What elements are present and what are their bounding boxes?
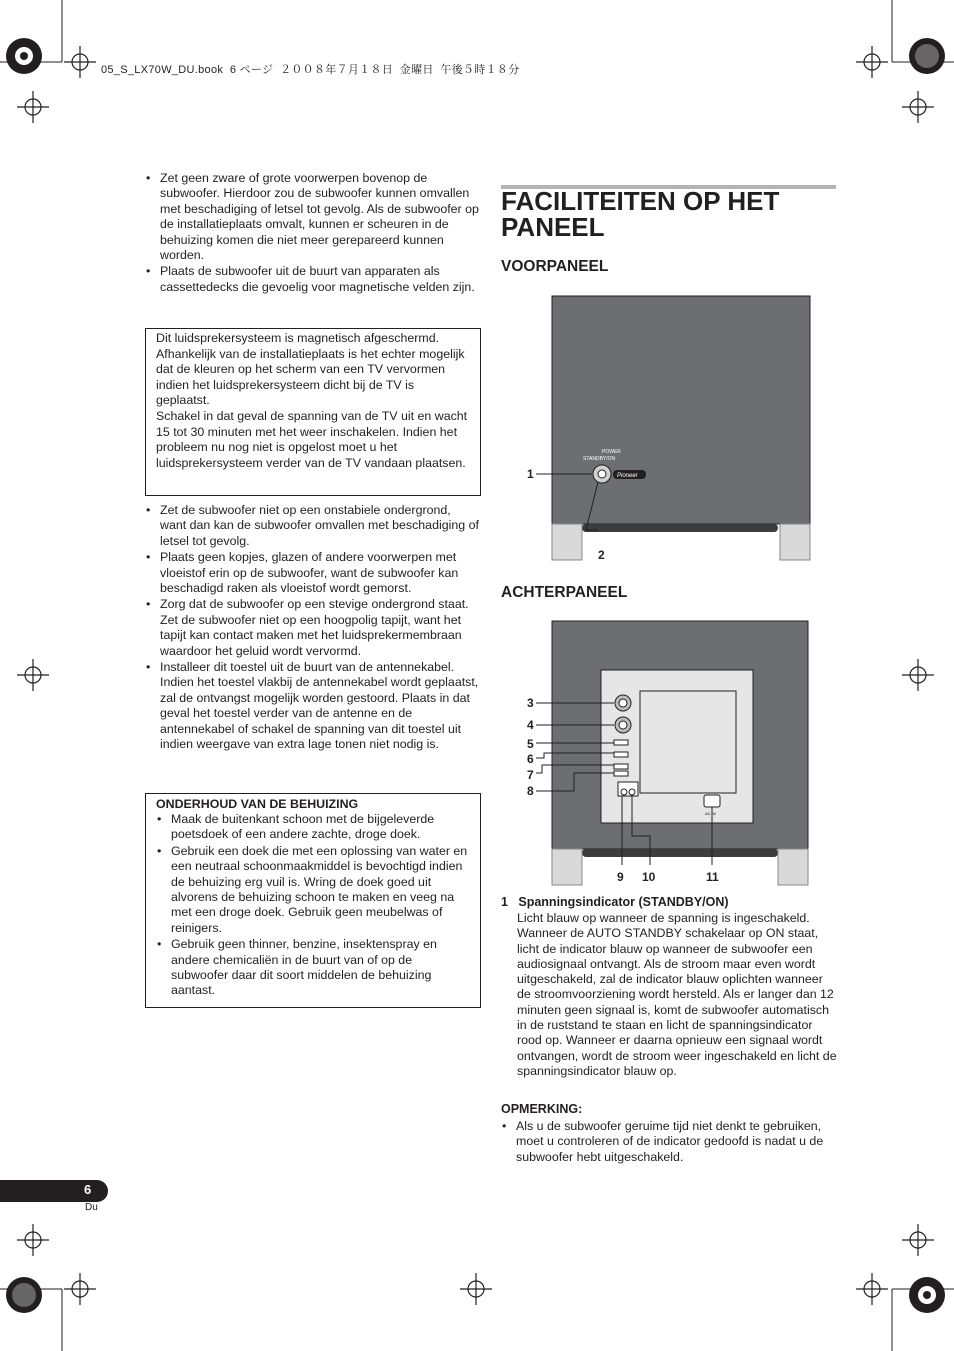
callout-4: 4 bbox=[527, 718, 534, 732]
crosshair-right-upper bbox=[902, 91, 934, 123]
list-item: • Installeer dit toestel uit de buurt van de antennekabel. Indien het toestel vlakbij de antennekabel wordt geplaatst, zal de ontvangst mogelijk worden gestoord. Plaats in dat geval het toestel verder van de antenne en de antennekabel of schakel de spanning van dit toestel uit indien weergave van extra lage tonen niet nodig is. bbox=[145, 660, 480, 752]
register-target-tl bbox=[6, 38, 42, 74]
subwoofer-body bbox=[552, 296, 810, 524]
switch-5 bbox=[614, 740, 628, 745]
callout-2: 2 bbox=[598, 548, 605, 562]
callout-7: 7 bbox=[527, 768, 534, 782]
crosshair-top-left bbox=[64, 46, 96, 78]
page-number: 6 bbox=[84, 1182, 92, 1197]
note-heading: OPMERKING: bbox=[501, 1102, 583, 1116]
item-1-body: Licht blauw op wanneer de spanning is ingeschakeld. Wanneer de AUTO STANDBY schakelaar op ON staat, licht de indicator blauw op wanneer de subwoofer een audiosignaal ontvangt. Als de stroom maar even wordt uitgeschakeld, zal de indicator blauw oplichten wanneer de stroomvoorziening wordt hersteld. Als er langer dan 12 minuten geen signaal is, komt de subwoofer automatisch in de ruststand te staan en licht de spanningsindicator rood op. Wanneer er daarna opnieuw een signaal wordt ontvangen, wordt de stroom weer ingeschakeld en licht de spanningsindicator blauw op. bbox=[517, 911, 837, 1078]
magnet-notice-box bbox=[145, 328, 481, 496]
callout-3: 3 bbox=[527, 696, 534, 710]
list-item: • Plaats geen kopjes, glazen of andere voorwerpen met vloeistof erin op de subwoofer, want de subwoofer kan beschadigd raken als vloeistof wordt gemorst. bbox=[145, 550, 480, 596]
callout-10: 10 bbox=[642, 870, 656, 884]
care-box bbox=[145, 793, 481, 1008]
page-number-tab bbox=[0, 1180, 108, 1202]
crosshair-bottom-left bbox=[64, 1273, 96, 1305]
front-panel-illustration bbox=[520, 290, 820, 570]
foot-left bbox=[552, 849, 582, 885]
power-label: POWER bbox=[602, 449, 621, 455]
note-list bbox=[501, 1119, 836, 1166]
care-box-title: ONDERHOUD VAN DE BEHUIZING bbox=[156, 797, 359, 811]
magnet-notice-para-2: Schakel in dat geval de spanning van de TV uit en wacht 15 tot 30 minuten met het weer inschakelen. Indien het probleem nu nog niet is opgelost moet u het luidsprekersysteem verder van de TV vandaan plaatsen. bbox=[156, 408, 468, 470]
callout-8: 8 bbox=[527, 784, 534, 798]
bullet-list-middle bbox=[145, 503, 480, 754]
rear-panel-heading: ACHTERPANEEL bbox=[501, 584, 628, 601]
item-1-title: 1 Spanningsindicator (STANDBY/ON) bbox=[501, 895, 729, 909]
list-item: • Als u de subwoofer geruime tijd niet denkt te gebruiken, moet u controleren of de indicator gedoofd is nadat u de subwoofer hebt uitgeschakeld. bbox=[501, 1119, 836, 1165]
register-target-br bbox=[909, 1277, 945, 1313]
rear-panel-illustration bbox=[520, 615, 820, 895]
callout-6: 6 bbox=[527, 752, 534, 766]
magnet-notice-para-1: Dit luidsprekersysteem is magnetisch afgeschermd. Afhankelijk van de installatieplaats is het echter mogelijk dat de kleuren op het scherm van een TV vervormen indien het luidsprekersysteem dicht bij de TV is geplaatst. bbox=[156, 331, 465, 408]
switch-6 bbox=[614, 752, 628, 757]
brand-logo: Pioneer bbox=[617, 473, 638, 479]
ac-in-label: AC IN bbox=[705, 811, 716, 816]
list-item: • Plaats de subwoofer uit de buurt van apparaten als cassettedecks die gevoelig voor magnetische velden zijn. bbox=[145, 264, 480, 295]
crosshair-left-upper bbox=[17, 91, 49, 123]
register-target-bl bbox=[6, 1277, 42, 1313]
print-file-header: 05_S_LX70W_DU.book 6 ページ ２００８年７月１８日 金曜日 午後５時１８分 bbox=[101, 64, 520, 76]
foot-right bbox=[778, 849, 808, 885]
list-item: • Zet geen zware of grote voorwerpen bovenop de subwoofer. Hierdoor zou de subwoofer kunnen omvallen met beschadiging of letsel tot gevolg. Als de subwoofer op de installatieplaats omvalt, kunnen er scheuren in de behuizing komen die niet meer gerepareerd kunnen worden. bbox=[145, 171, 480, 263]
crosshair-left-lower bbox=[17, 1224, 49, 1256]
foot-left bbox=[552, 524, 582, 560]
crosshair-right-mid bbox=[902, 659, 934, 691]
ac-inlet-icon bbox=[704, 795, 720, 807]
input-jacks-icon bbox=[618, 782, 638, 796]
front-panel-heading: VOORPANEEL bbox=[501, 258, 609, 275]
callout-9: 9 bbox=[617, 870, 624, 884]
crosshair-bottom-right bbox=[856, 1273, 888, 1305]
register-target-tr bbox=[909, 38, 945, 74]
heatsink bbox=[640, 691, 736, 793]
list-item: • Zet de subwoofer niet op een onstabiele ondergrond, want dan kan de subwoofer omvallen met beschadiging of letsel tot gevolg. bbox=[145, 503, 480, 549]
standby-label: STANDBY/ON bbox=[583, 456, 616, 462]
crosshair-left-mid bbox=[17, 659, 49, 691]
bullet-list-top bbox=[145, 171, 480, 296]
crosshair-right-lower bbox=[902, 1224, 934, 1256]
callout-5: 5 bbox=[527, 737, 534, 751]
subwoofer-base bbox=[582, 524, 778, 532]
subwoofer-base bbox=[582, 849, 778, 857]
list-item: • Gebruik geen thinner, benzine, insektenspray en andere chemicaliën in de buurt van of op de subwoofer daar dit soort middelen de behuizing aantast. bbox=[156, 937, 470, 999]
care-list bbox=[156, 812, 470, 999]
crosshair-top-right bbox=[856, 46, 888, 78]
list-item: • Maak de buitenkant schoon met de bijgeleverde poetsdoek of een andere zachte, droge doek. bbox=[156, 812, 470, 843]
switch-8 bbox=[614, 771, 628, 776]
foot-right bbox=[780, 524, 810, 560]
page-title: FACILITEITEN OP HET PANEEL bbox=[501, 186, 780, 242]
crosshair-bottom-center bbox=[460, 1273, 492, 1305]
switch-7 bbox=[614, 764, 628, 769]
list-item: • Zorg dat de subwoofer op een stevige ondergrond staat. Zet de subwoofer niet op een hoogpolig tapijt, want het tapijt kan contact maken met het luidsprekermembraan waardoor het geluid wordt vervormd. bbox=[145, 597, 480, 659]
callout-1: 1 bbox=[527, 467, 534, 481]
language-code: Du bbox=[85, 1202, 98, 1213]
callout-11: 11 bbox=[706, 870, 719, 884]
list-item: • Gebruik een doek die met een oplossing van water en een neutraal schoonmaakmiddel is bevochtigd indien de behuizing erg vuil is. Wring de doek goed uit alvorens de behuizing schoon te maken en veeg na met een droge doek. Gebruik geen meubelwas of reinigers. bbox=[156, 844, 470, 936]
